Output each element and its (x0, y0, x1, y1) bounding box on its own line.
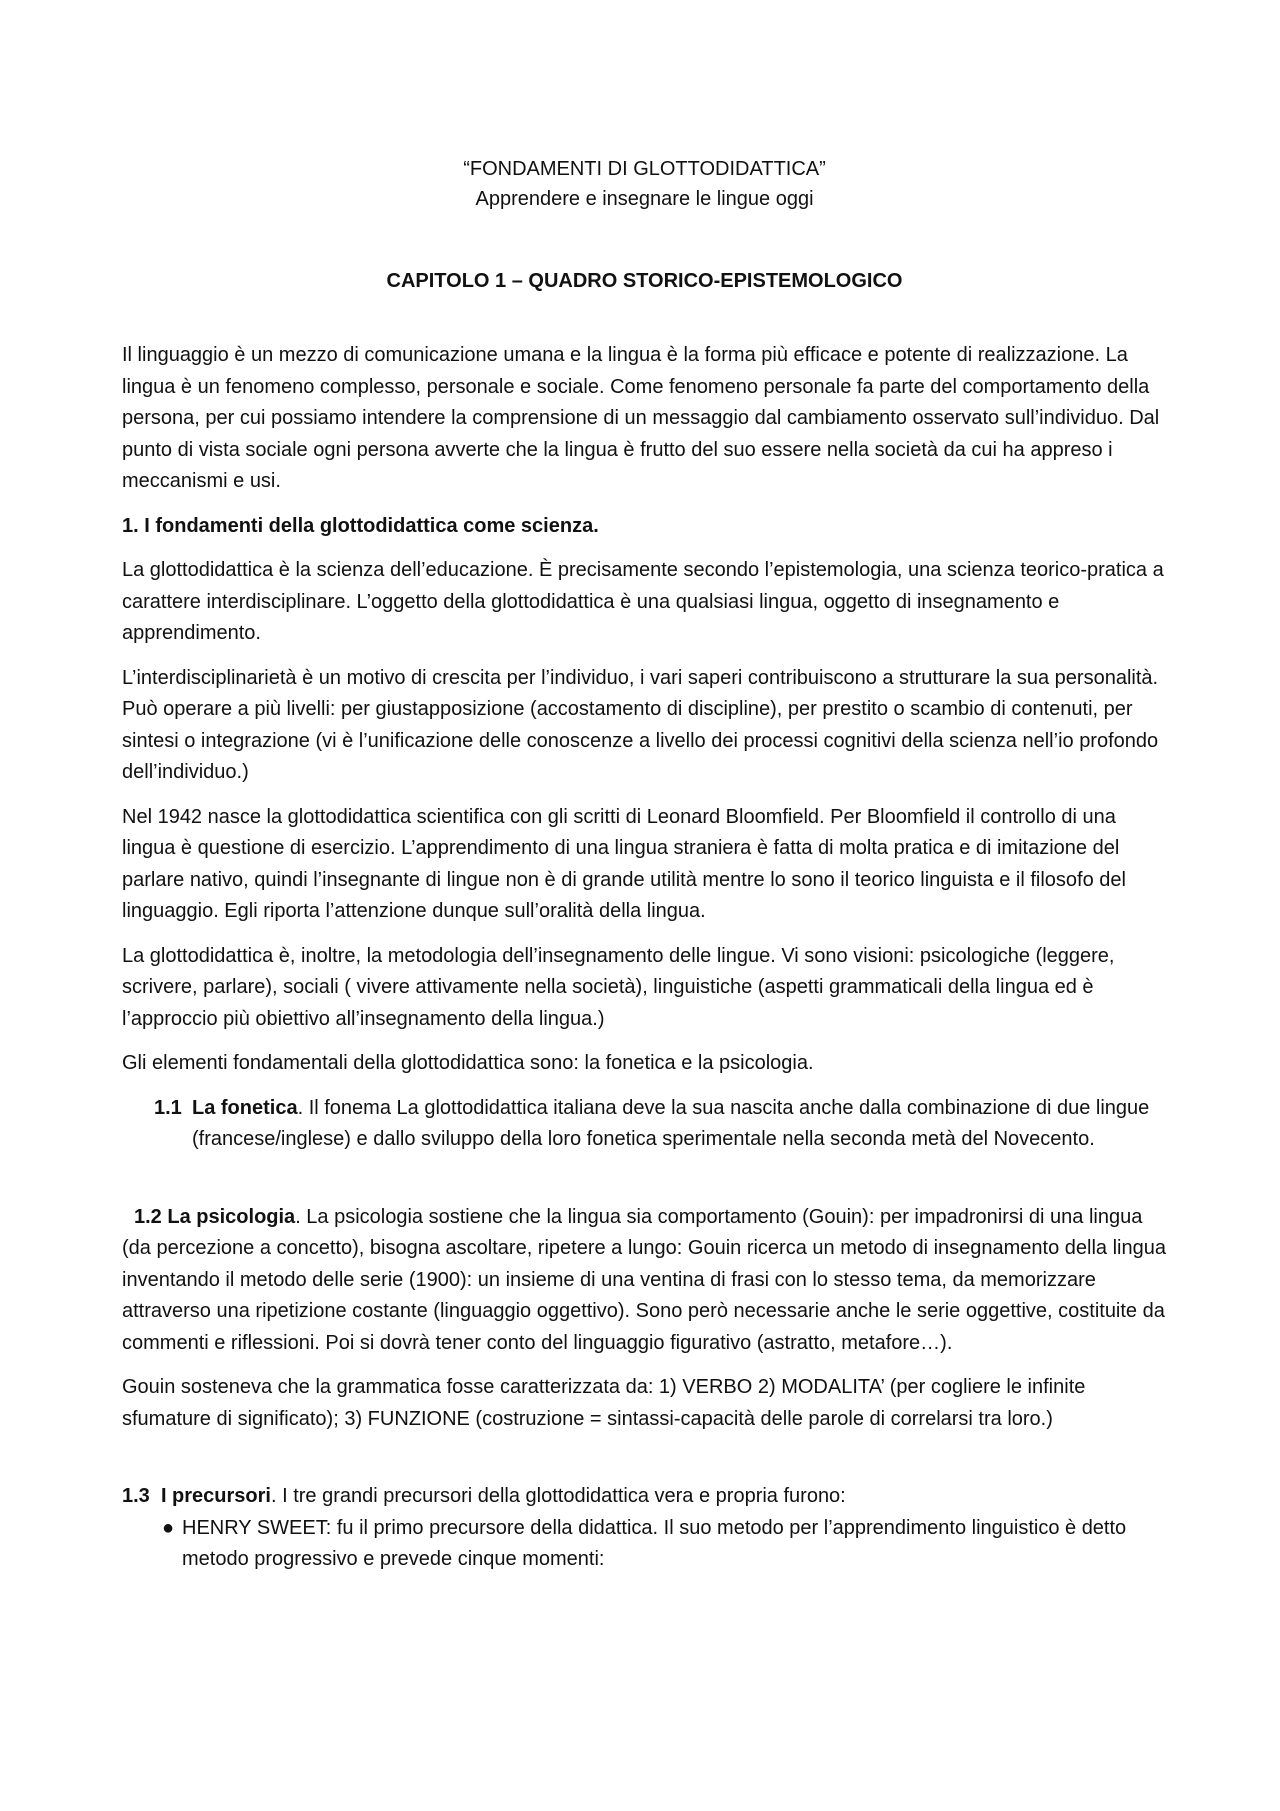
document-title: “FONDAMENTI DI GLOTTODIDATTICA” (463, 158, 826, 180)
intro-paragraph: Il linguaggio è un mezzo di comunicazione umana e la lingua è la forma più efficace e potente di realizzazione. La lingua è un fenomeno complesso, personale e sociale. Come fenomeno personale fa parte del comportamento della persona, per cui possiamo intendere la comprensione di un messaggio dal cambiamento osservato sull’individuo. Dal punto di vista sociale ogni persona avverte che la lingua è frutto del suo essere nella società da cui ha appreso i meccanismi e usi. (122, 344, 1160, 492)
subsection-1-2 (122, 1202, 1167, 1360)
subsection-1-3 (122, 1481, 1167, 1576)
document-content (122, 154, 1167, 1576)
paragraph: Nel 1942 nasce la glottodidattica scientifica con gli scritti di Leonard Bloomfield. Per Bloomfield il controllo di una lingua è questione di esercizio. L’apprendimento di una lingua straniera è fatta di molta pratica e di imitazione del parlare nativo, quindi l’insegnante di lingue non è di grande utilità mentre lo sono il teorico linguista e il filosofo del linguaggio. Egli riporta l’attenzione dunque sull’oralità della lingua. (122, 805, 1126, 922)
paragraph: La glottodidattica è, inoltre, la metodologia dell’insegnamento delle lingue. Vi sono visioni: psicologiche (leggere, scrivere, parlare), sociali ( vivere attivamente nella società), linguistiche (aspetti grammaticali della lingua ed è l’approccio più obiettivo all’insegnamento della lingua.) (122, 944, 1115, 1030)
subsection-label: La psicologia (167, 1205, 296, 1228)
paragraph: La glottodidattica è la scienza dell’educazione. È precisamente secondo l’epistemologia, una scienza teorico-pratica a carattere interdisciplinare. L’oggetto della glottodidattica è una qualsiasi lingua, oggetto di insegnamento e apprendimento. (122, 559, 1164, 644)
bullet-icon: ● (162, 1516, 175, 1539)
subsection-label: La fonetica (192, 1096, 298, 1119)
subsection-number: 1.1 (154, 1096, 182, 1119)
list-item (122, 1513, 1167, 1576)
subsection-label: I precursori (160, 1485, 271, 1507)
subsection-text: . Il fonema La glottodidattica italiana deve la sua nascita anche dalla combinazione di due lingue (francese/inglese) e dallo sviluppo della loro fonetica sperimentale nella seconda metà del Novecento. (192, 1096, 1150, 1150)
subsection-number: 1.3 (122, 1485, 150, 1507)
title-block (122, 154, 1167, 214)
subsection-text: . La psicologia sostiene che la lingua sia comportamento (Gouin): per impadronirsi di una lingua (da percezione a concetto), bisogna ascoltare, ripetere a lungo: Gouin ricerca un metodo di insegnamento della lingua inventando il metodo delle serie (1900): un insieme di una ventina di frasi con lo stesso tema, da memorizzare attraverso una ripetizione costante (linguaggio oggettivo). Sono però necessarie anche le serie oggettive, costituite da commenti e riflessioni. Poi si dovrà tener conto del linguaggio figurativo (astratto, metafore…). (122, 1205, 1166, 1354)
paragraph: L’interdisciplinarietà è un motivo di crescita per l’individuo, i vari saperi contribuiscono a strutturare la sua personalità. Può operare a più livelli: per giustapposizione (accostamento di discipline), per prestito o scambio di contenuti, per sintesi o integrazione (vi è l’unificazione delle conoscenze a livello dei processi cognitivi della scienza nell’io profondo dell’individuo.) (122, 666, 1159, 783)
chapter-title: CAPITOLO 1 – QUADRO STORICO-EPISTEMOLOGICO (386, 270, 903, 292)
list-item-text: HENRY SWEET: fu il primo precursore della didattica. Il suo metodo per l’apprendimento linguistico è detto metodo progressivo e prevede cinque momenti: (182, 1516, 1127, 1570)
paragraph: Gli elementi fondamentali della glottodidattica sono: la fonetica e la psicologia. (122, 1052, 814, 1074)
subsection-text: . I tre grandi precursori della glottodidattica vera e propria furono: (270, 1485, 846, 1507)
subsection-intro (122, 1481, 1167, 1513)
subsection-1-1 (122, 1093, 1167, 1156)
document-subtitle: Apprendere e insegnare le lingue oggi (475, 188, 814, 210)
gouin-paragraph: Gouin sosteneva che la grammatica fosse caratterizzata da: 1) VERBO 2) MODALITA’ (per cogliere le infinite sfumature di significato); 3) FUNZIONE (costruzione = sintassi-capacità delle parole di correlarsi tra loro.) (122, 1376, 1086, 1430)
subsection-number: 1.2 (134, 1205, 162, 1228)
section-heading-1: 1. I fondamenti della glottodidattica come scienza. (122, 514, 599, 537)
